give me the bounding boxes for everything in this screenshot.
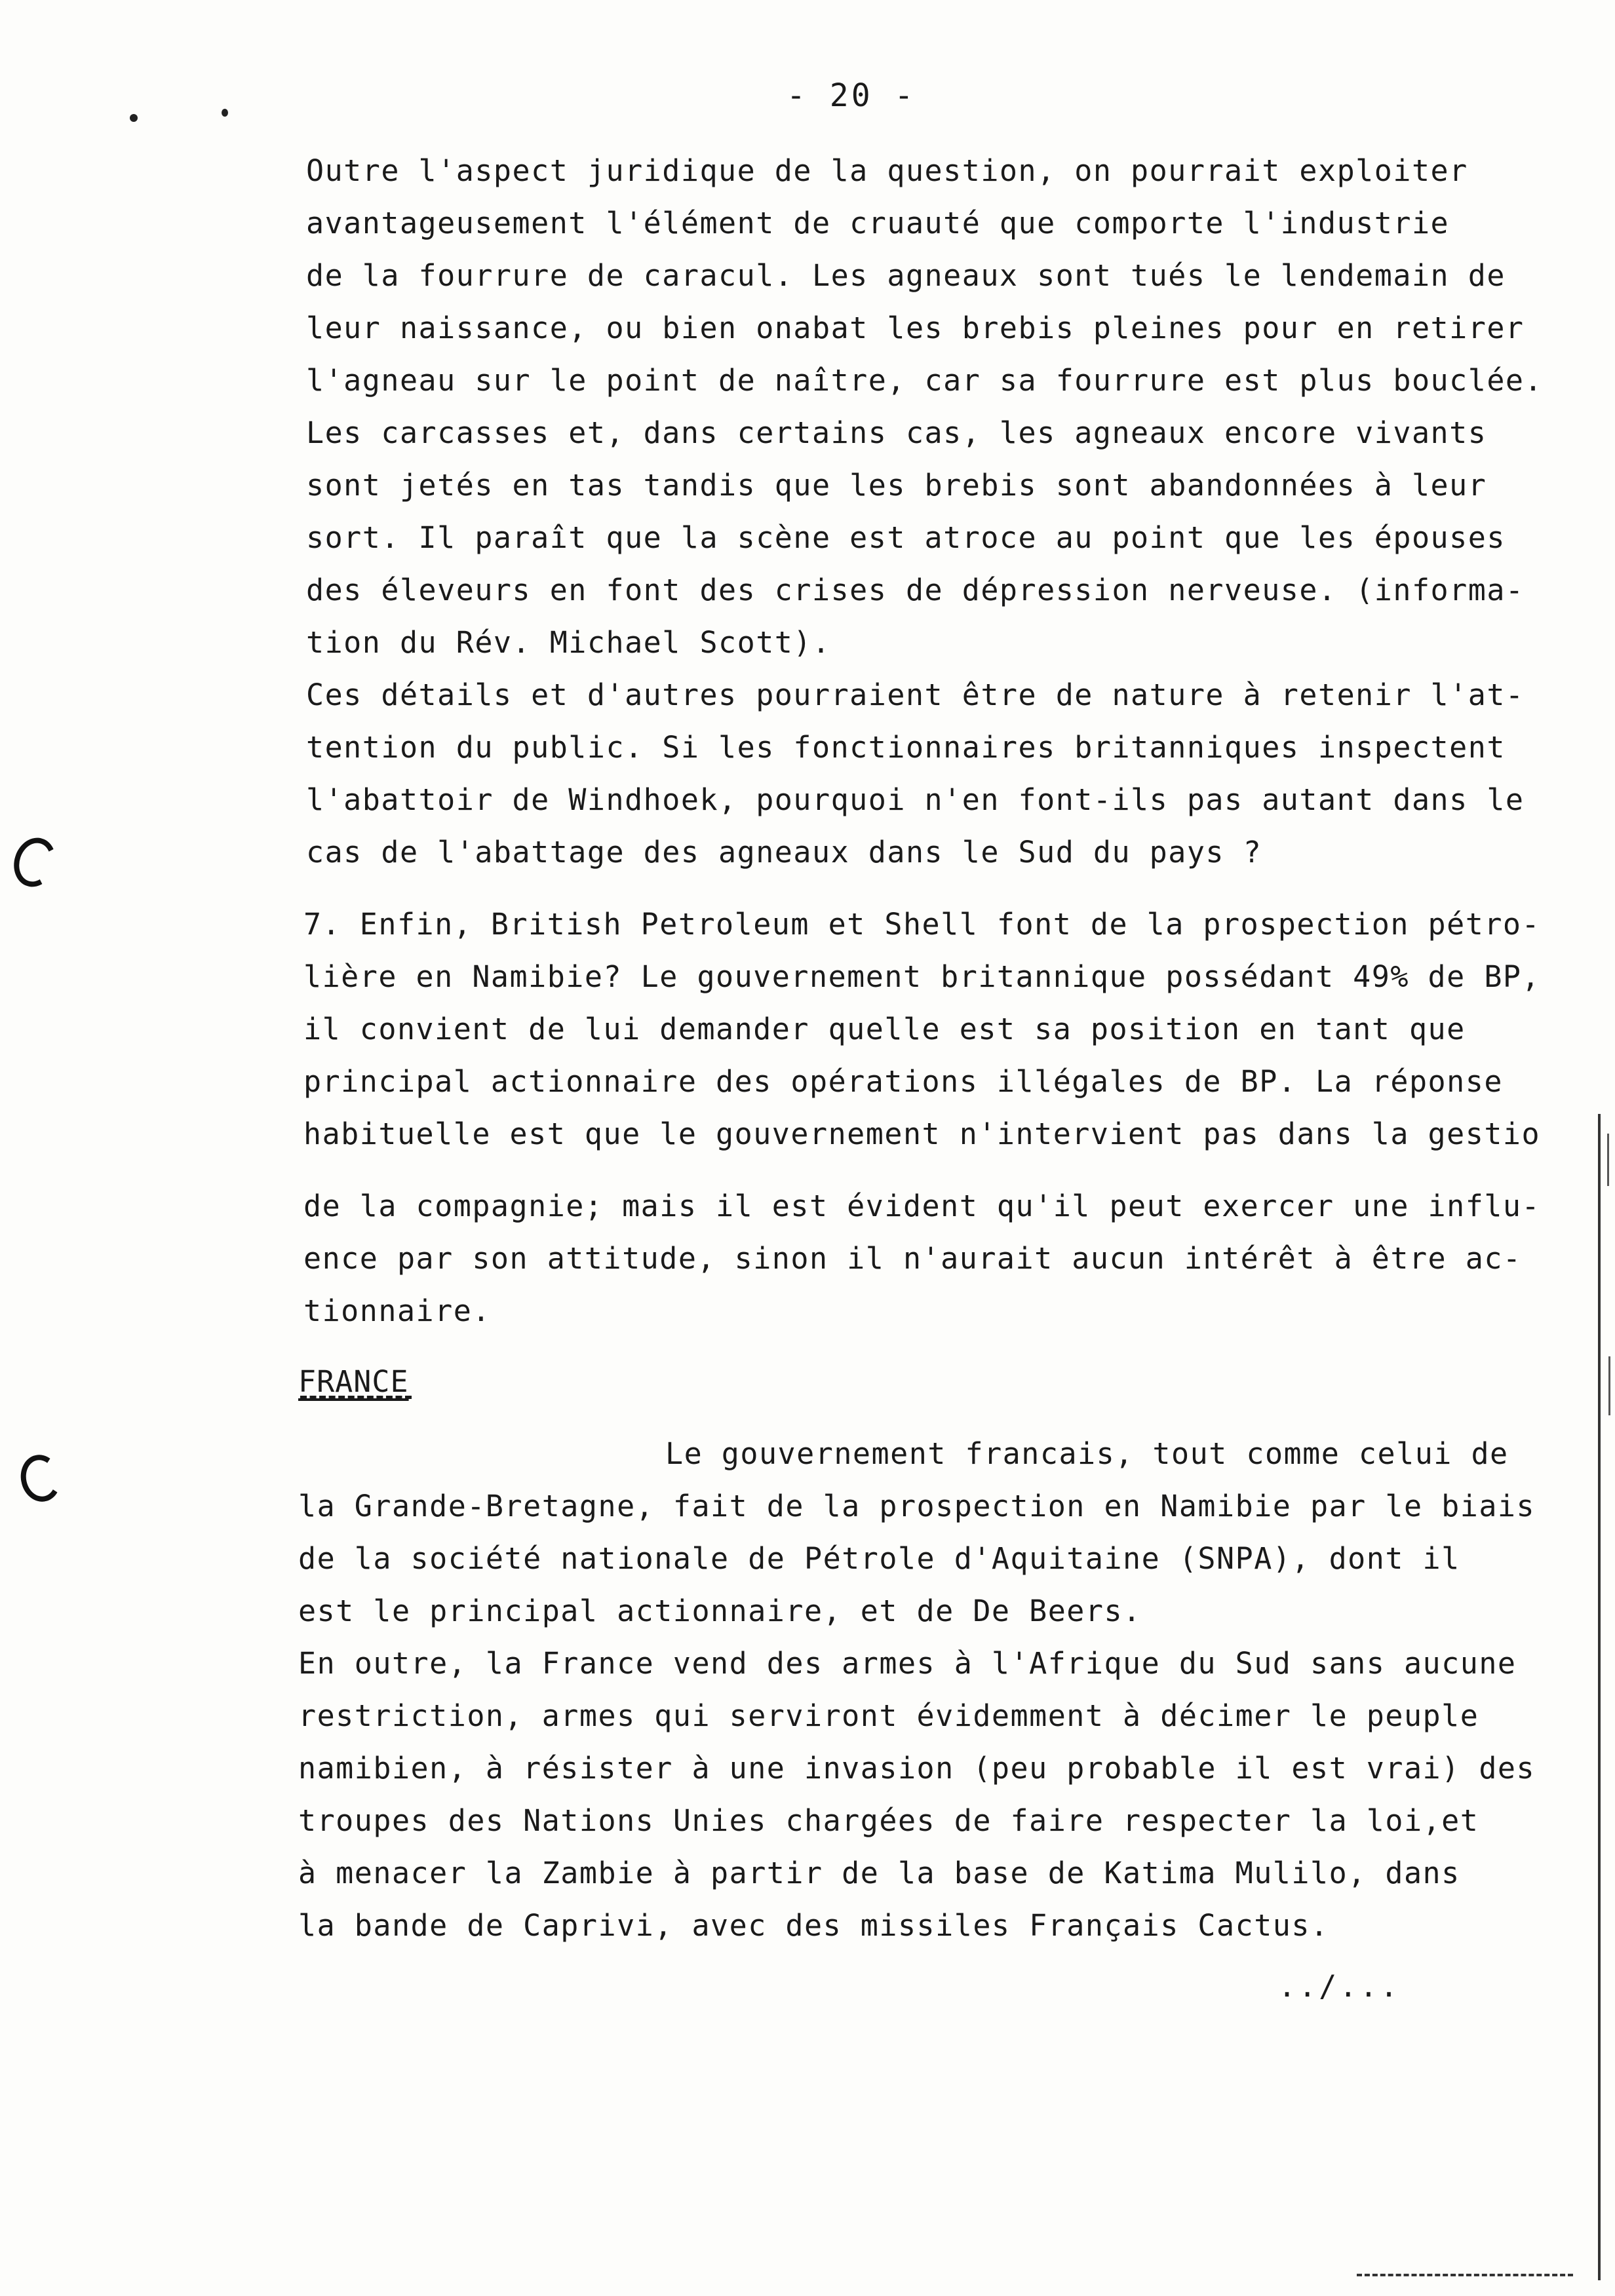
page-edge-line [1607, 1134, 1609, 1186]
text-line: tionnaire. [303, 1293, 491, 1328]
text-line: En outre, la France vend des armes à l'Afrique du Sud sans aucune [298, 1646, 1517, 1681]
continuation-mark: ../... [1278, 1969, 1401, 2004]
page-edge-line [1608, 1356, 1610, 1415]
text-line: de la compagnie; mais il est évident qu'il peut exercer une influ- [303, 1189, 1541, 1223]
text-line: tention du public. Si les fonctionnaires britanniques inspectent [306, 730, 1506, 765]
text-line: tion du Rév. Michael Scott). [306, 625, 831, 660]
text-line: sont jetés en tas tandis que les brebis sont abandonnées à leur [306, 468, 1487, 503]
text-line: restriction, armes qui serviront évidemment à décimer le peuple [298, 1698, 1479, 1733]
text-line: l'abattoir de Windhoek, pourquoi n'en font-ils pas autant dans le [306, 782, 1525, 817]
text-line: troupes des Nations Unies chargées de faire respecter la loi,et [298, 1803, 1479, 1838]
text-line: de la fourrure de caracul. Les agneaux sont tués le lendemain de [306, 258, 1506, 293]
text-line: à menacer la Zambie à partir de la base de Katima Mulilo, dans [298, 1856, 1460, 1890]
text-line: est le principal actionnaire, et de De Beers. [298, 1594, 1142, 1628]
text-line: Les carcasses et, dans certains cas, les agneaux encore vivants [306, 415, 1487, 450]
text-line: Ces détails et d'autres pourraient être de nature à retenir l'at- [306, 678, 1525, 712]
text-line: habituelle est que le gouvernement n'intervient pas dans la gestio [303, 1117, 1541, 1151]
text-line: lière en Namibie? Le gouvernement britannique possédant 49% de BP, [303, 959, 1541, 994]
page-bottom-marks [1357, 2274, 1573, 2276]
text-line: 7. Enfin, British Petroleum et Shell font de la prospection pétro- [303, 907, 1541, 942]
text-line: sort. Il paraît que la scène est atroce au point que les épouses [306, 520, 1506, 555]
text-line: la bande de Caprivi, avec des missiles Français Cactus. [298, 1908, 1329, 1943]
page-edge-line [1598, 1114, 1601, 2280]
text-line: cas de l'abattage des agneaux dans le Sud du pays ? [306, 835, 1262, 870]
text-line: de la société nationale de Pétrole d'Aquitaine (SNPA), dont il [298, 1541, 1460, 1576]
text-line: l'agneau sur le point de naître, car sa fourrure est plus bouclée. [306, 363, 1544, 398]
text-line: la Grande-Bretagne, fait de la prospection en Namibie par le biais [298, 1489, 1536, 1523]
punch-hole-mark [8, 832, 62, 892]
section-heading-france: FRANCE [298, 1364, 409, 1399]
text-line: Outre l'aspect juridique de la question, on pourrait exploiter [306, 153, 1468, 188]
margin-dot [222, 109, 228, 117]
text-line: ence par son attitude, sinon il n'aurait aucun intérêt à être ac- [303, 1241, 1522, 1276]
heading-underline [300, 1396, 412, 1399]
text-line: avantageusement l'élément de cruauté que comporte l'industrie [306, 206, 1450, 240]
page-number: - 20 - [787, 77, 916, 114]
text-line: des éleveurs en font des crises de dépression nerveuse. (informa- [306, 573, 1525, 607]
margin-dot [130, 114, 138, 122]
text-line: Le gouvernement francais, tout comme celui de [665, 1436, 1509, 1471]
text-line: leur naissance, ou bien onabat les brebis pleines pour en retirer [306, 311, 1525, 345]
punch-hole-mark [16, 1451, 65, 1506]
text-line: namibien, à résister à une invasion (peu probable il est vrai) des [298, 1751, 1536, 1786]
text-line: principal actionnaire des opérations illégales de BP. La réponse [303, 1064, 1503, 1099]
text-line: il convient de lui demander quelle est sa position en tant que [303, 1012, 1466, 1046]
